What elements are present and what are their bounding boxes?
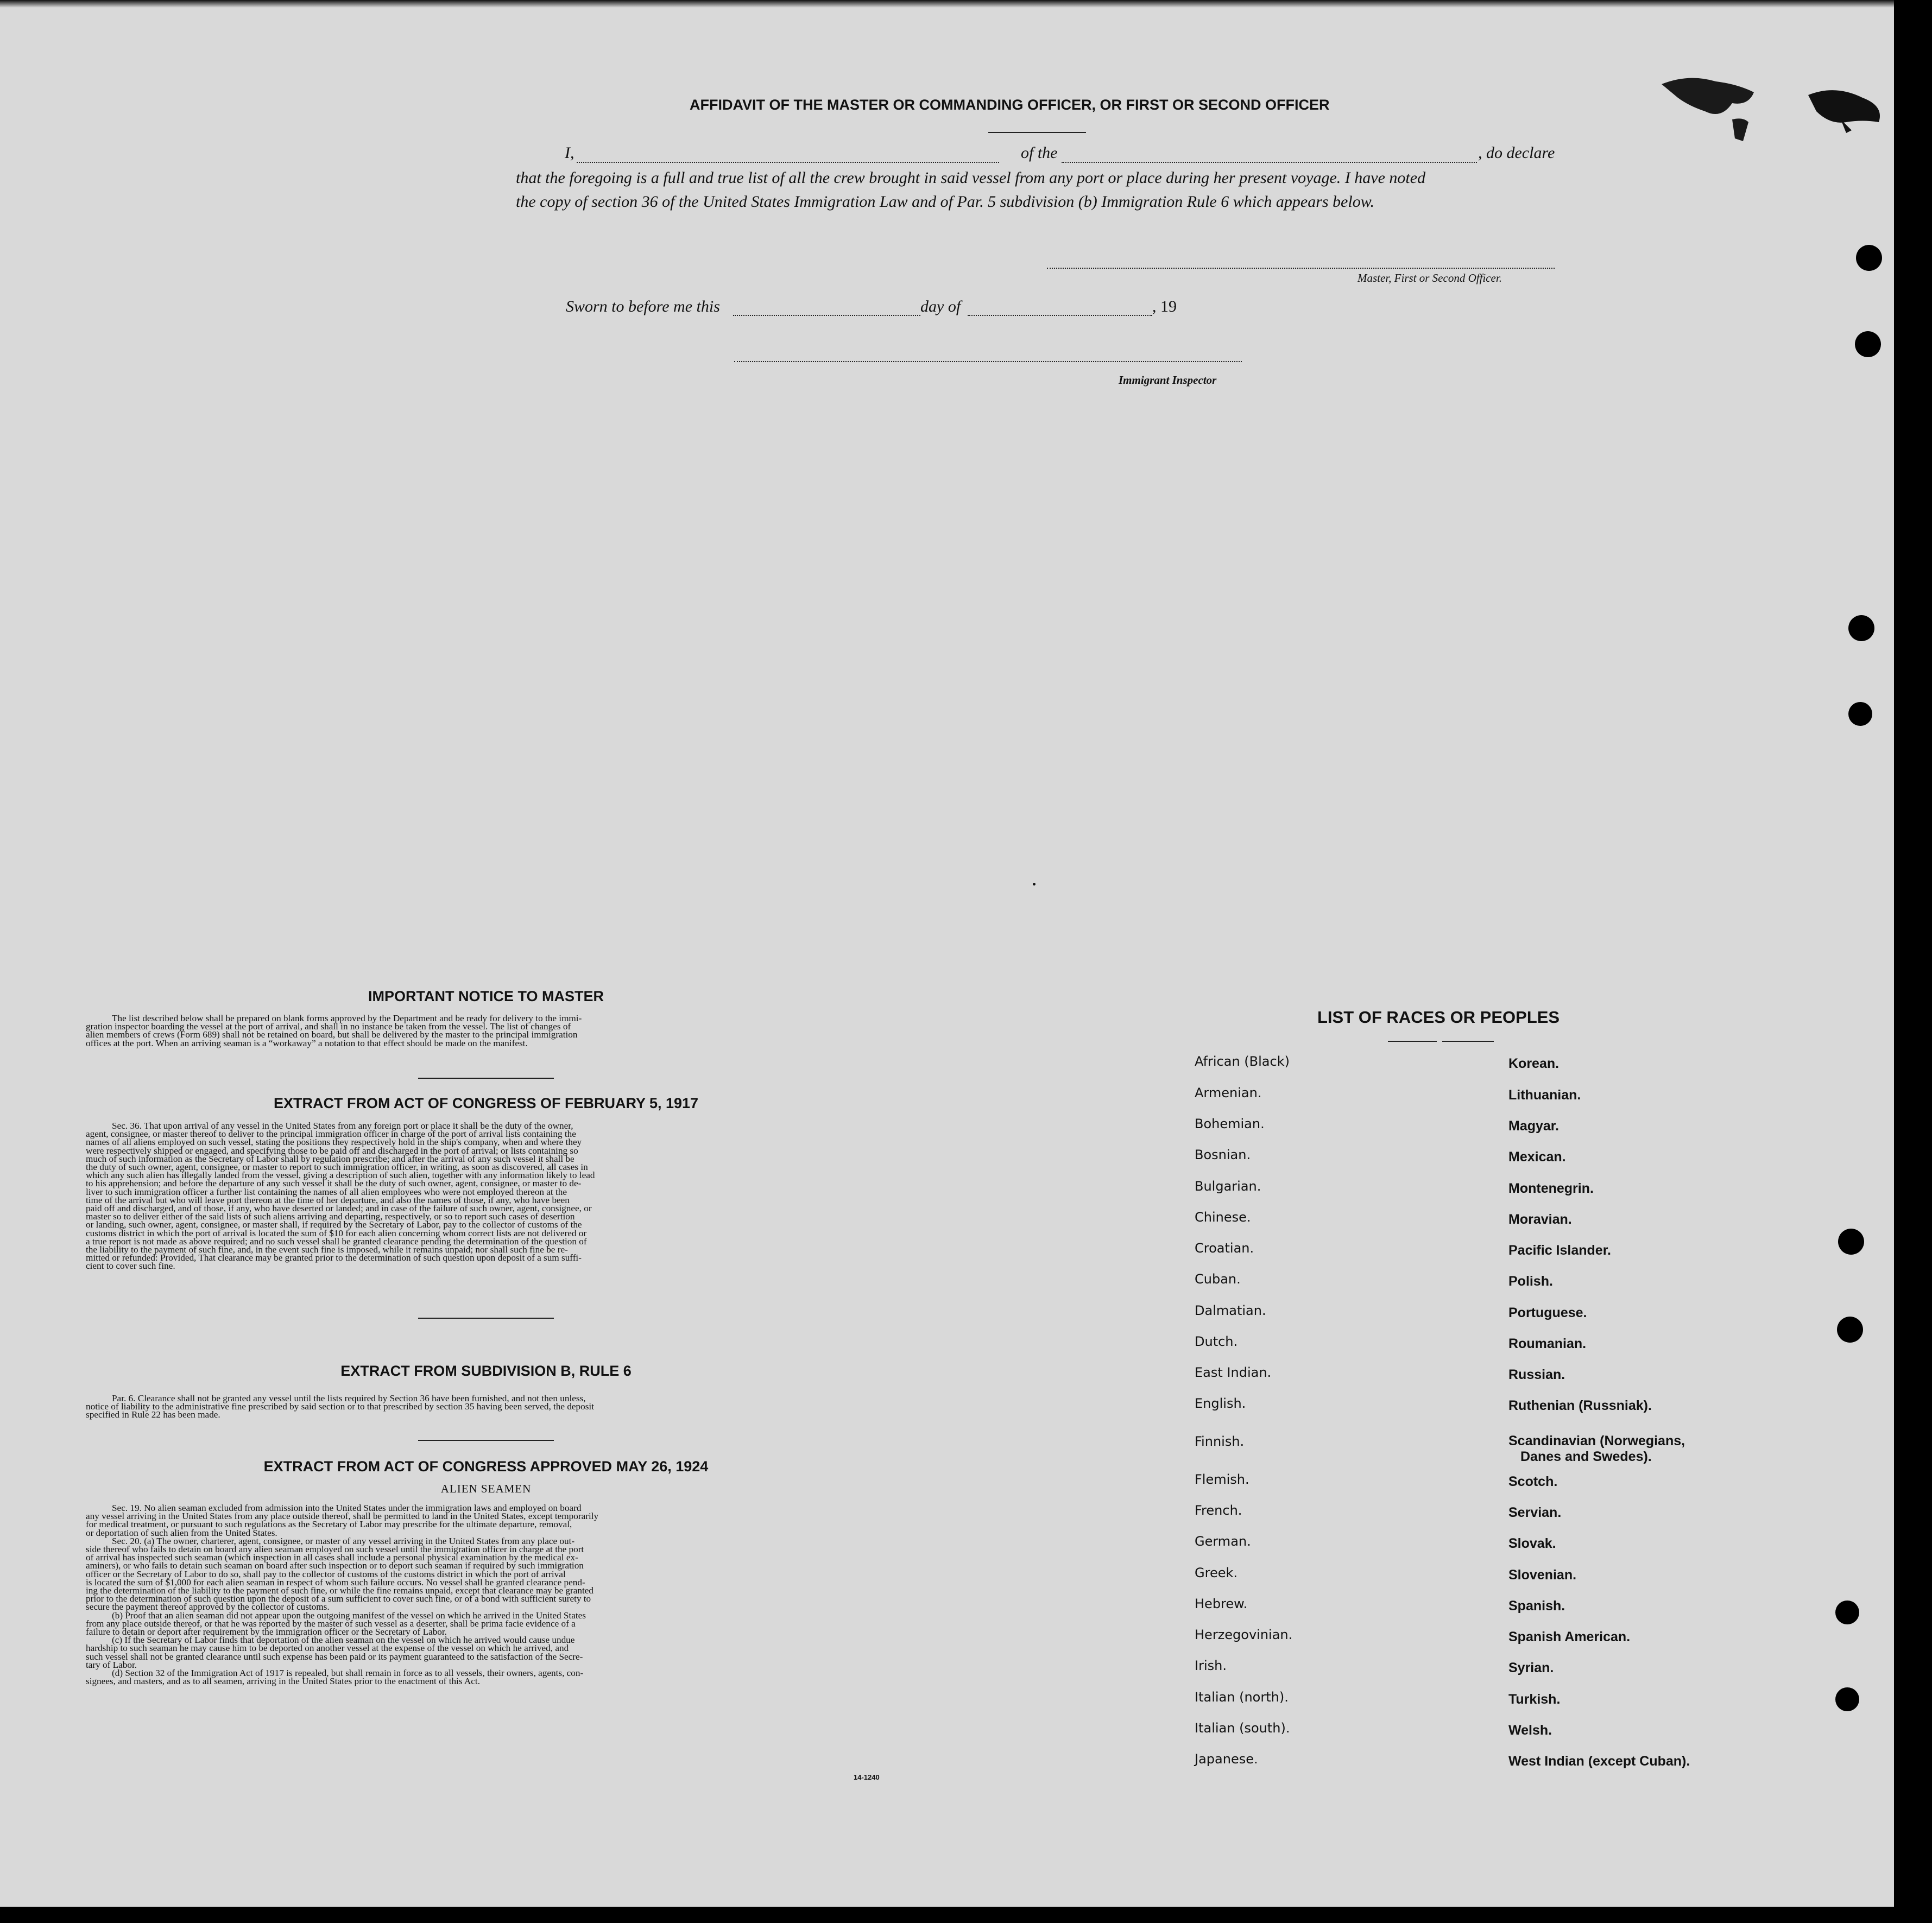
race-item: Danes and Swedes).: [1520, 1449, 1652, 1464]
sec-20b-line: from any place outside thereof, or that he was reported by the master of such vessel as a deserter, shall be prima facie evidence of a: [86, 1618, 576, 1629]
act-1917-line: to his apprehension; and before the departure of any such vessel it shall be the duty of such owner, agent, consignee, or master to de-: [86, 1178, 582, 1189]
race-item: Chinese.: [1195, 1210, 1251, 1225]
sec-20b-line: failure to detain or deport after requirement by the immigration officer or the Secretary of Labor.: [86, 1627, 447, 1637]
race-item: Mexican.: [1508, 1149, 1566, 1165]
race-item: Montenegrin.: [1508, 1181, 1594, 1196]
sec-20c-line: (c) If the Secretary of Labor finds that deportation of the alien seaman on the vessel on which he arrived would cause undue: [112, 1635, 575, 1646]
notice-line: The list described below shall be prepared on blank forms approved by the Department and be ready for delivery to the immi-: [112, 1013, 582, 1023]
act-1917-line: cient to cover such fine.: [86, 1261, 175, 1272]
punch-hole: [1856, 245, 1882, 271]
race-item: Japanese.: [1195, 1751, 1258, 1767]
sec-20c-line: hardship to such seaman he may cause him to be deported on another vessel at the expense of the vessel on which he arrived, and: [86, 1643, 569, 1654]
rule-6-line: notice of liability to the administrative fine prescribed by said section or to that prescribed by section 35 having been served, the deposit: [86, 1401, 594, 1412]
notice-line: alien members of crews (Form 689) shall not be retained on board, but shall be delivered by the master to the principal immigration: [86, 1029, 578, 1040]
race-item: Flemish.: [1195, 1472, 1249, 1487]
race-item: Syrian.: [1508, 1660, 1554, 1675]
sec-19-line: for medical treatment, or pursuant to such regulations as the Secretary of Labor may prescribe for the ultimate departure, removal,: [86, 1519, 572, 1530]
race-item: African (Black): [1195, 1054, 1290, 1069]
sec-20a-line: Sec. 20. (a) The owner, charterer, agent, consignee, or master of any vessel arriving in the United States from any place out-: [112, 1535, 575, 1546]
notice-title: IMPORTANT NOTICE TO MASTER: [368, 988, 604, 1004]
rule-6-body: [86, 1394, 886, 1419]
rule-6-line: Par. 6. Clearance shall not be granted any vessel until the lists required by Section 36 have been furnished, and not then unless,: [112, 1393, 586, 1403]
act-1917-title: EXTRACT FROM ACT OF CONGRESS OF FEBRUARY 5, 1917: [273, 1095, 699, 1111]
notice-line: gration inspector boarding the vessel at the port of arrival, and shall in no instance be taken from the vessel. The list of changes of: [86, 1021, 571, 1032]
sec-20d-line: (d) Section 32 of the Immigration Act of 1917 is repealed, but shall remain in force as to all vessels, their owners, agents, con-: [112, 1668, 584, 1679]
race-item: German.: [1195, 1534, 1251, 1549]
name-blank[interactable]: [577, 162, 999, 163]
race-item: Greek.: [1195, 1565, 1238, 1580]
title-divider: [988, 132, 1086, 133]
affidavit-do-declare: , do declare: [1478, 144, 1555, 162]
affidavit-title: AFFIDAVIT OF THE MASTER OR COMMANDING OFFICER, OR FIRST OR SECOND OFFICER: [690, 97, 1330, 113]
sec-19-line: any vessel arriving in the United States from any place outside thereof, shall be permitted to land in the United States, except temporarily: [86, 1511, 599, 1522]
race-item: Bohemian.: [1195, 1116, 1265, 1131]
punch-hole: [1855, 331, 1881, 357]
sec-20a-line: ing the determination of the liability to the payment of such fine, or while the fine remains unpaid, except that clearance may be granted: [86, 1585, 594, 1596]
sec-20a-line: side thereof who fails to detain on board any alien seaman employed on such vessel until the immigration officer in charge at the port: [86, 1544, 584, 1555]
races-divider: [1388, 1041, 1437, 1042]
sec-20a-line: of arrival has inspected such seaman (which inspection in all cases shall include a personal physical examination by the medical ex-: [86, 1552, 578, 1563]
act-1924-subtitle: ALIEN SEAMEN: [440, 1482, 532, 1495]
act-1917-line: mitted or refunded: Provided, That clearance may be granted prior to the determination of such question upon deposit of a sum suffi-: [86, 1253, 582, 1263]
sec-20a-line: aminers), or who fails to detain such seaman on board after such inspection or to deport such seaman if required by such immigration: [86, 1560, 584, 1571]
sworn-day-blank[interactable]: [733, 315, 920, 316]
inspector-signature-line[interactable]: [734, 361, 1242, 362]
race-item: Irish.: [1195, 1658, 1227, 1673]
race-item: Polish.: [1508, 1274, 1553, 1289]
race-item: Roumanian.: [1508, 1336, 1587, 1351]
race-item: Magyar.: [1508, 1118, 1560, 1134]
punch-hole: [1848, 702, 1872, 726]
year-prefix: , 19: [1152, 298, 1177, 315]
act-1917-line: liver to such immigration officer a further list containing the names of all alien employees who were not employed thereon at the: [86, 1186, 567, 1197]
section-divider: [418, 1440, 554, 1441]
sec-20a-line: secure the payment thereof approved by the collector of customs.: [86, 1602, 330, 1612]
race-item: Italian (north).: [1195, 1690, 1289, 1705]
races-divider: [1442, 1041, 1494, 1042]
act-1917-line: paid off and discharged, and of those, if any, who have deserted or landed; and in case of the failure of such owner, agent, consignee, or: [86, 1203, 592, 1214]
race-item: Pacific Islander.: [1508, 1243, 1611, 1258]
race-item: English.: [1195, 1396, 1246, 1411]
race-item: Welsh.: [1508, 1723, 1552, 1738]
act-1917-line: time of the arrival but who will leave port thereon at the time of her departure, and also the names of those, if any, who have been: [86, 1194, 570, 1205]
affidavit-i-label: I,: [565, 144, 574, 162]
punch-hole: [1835, 1601, 1859, 1624]
race-item: Dutch.: [1195, 1334, 1238, 1349]
day-of-label: day of: [920, 298, 961, 315]
sec-19-line: Sec. 19. No alien seaman excluded from admission into the United States under the immigration laws and employed on board: [112, 1503, 582, 1513]
act-1924-body: [86, 1504, 886, 1685]
affidavit-line-3: the copy of section 36 of the United States Immigration Law and of Par. 5 subdivision (b) Immigration Rule 6 which appears below.: [516, 193, 1374, 211]
act-1917-line: a true report is not made as above required; and no such vessel shall be granted clearance pending the determination of the question of: [86, 1236, 587, 1247]
race-item: Turkish.: [1508, 1692, 1561, 1707]
sec-20a-line: prior to the determination of such question upon the deposit of a sum sufficient to cover such fine, or of a bond with sufficient surety to: [86, 1593, 591, 1604]
race-item: Spanish American.: [1508, 1629, 1631, 1644]
master-signature-line[interactable]: [1047, 268, 1555, 269]
race-item: Scotch.: [1508, 1474, 1558, 1489]
race-item: Armenian.: [1195, 1085, 1262, 1100]
affidavit-line-2: that the foregoing is a full and true list of all the crew brought in said vessel from any port or place during her present voyage. I have noted: [516, 169, 1426, 187]
race-item: West Indian (except Cuban).: [1508, 1754, 1690, 1769]
notice-body: [86, 1014, 886, 1047]
master-signature-label: Master, First or Second Officer.: [1358, 271, 1502, 284]
sec-20d-line: signees, and masters, and as to all seamen, arriving in the United States prior to the enactment of this Act.: [86, 1676, 480, 1687]
race-item: Korean.: [1508, 1056, 1560, 1071]
act-1917-body: [86, 1122, 886, 1270]
scan-top-edge: [0, 0, 1894, 8]
race-item: Slovak.: [1508, 1536, 1556, 1551]
sec-20b-line: (b) Proof that an alien seaman did not appear upon the outgoing manifest of the vessel on which he arrived in the United States: [112, 1610, 586, 1621]
act-1917-line: names of all aliens employed on such vessel, stating the positions they respectively hold in the ship's company, when and where they: [86, 1137, 582, 1148]
act-1917-line: customs district in which the port of arrival is located the sum of $10 for each alien concerning whom correct lists are not delivered or: [86, 1228, 587, 1238]
act-1917-line: the liability to the payment of such fine, and, in the event such fine is imposed, while it remains unpaid; nor shall such fine be re-: [86, 1244, 568, 1255]
section-divider: [418, 1318, 554, 1319]
punch-hole: [1837, 1317, 1863, 1343]
sec-20a-line: is located the sum of $1,000 for each alien seaman in respect of whom such failure occurs. No vessel shall be granted clearance pend-: [86, 1577, 585, 1587]
ink-dot: [1033, 883, 1036, 885]
affidavit-of-the-label: of the: [1021, 144, 1058, 162]
vessel-blank[interactable]: [1062, 162, 1477, 163]
form-number: 14-1240: [854, 1773, 880, 1781]
race-item: Russian.: [1508, 1367, 1565, 1382]
act-1917-line: agent, consignee, or master thereof to deliver to the principal immigration officer in charge of the port of arrival lists containing the: [86, 1129, 576, 1140]
notice-line: offices at the port. When an arriving seaman is a “workaway” a notation to that effect should be made on the manifest.: [86, 1038, 528, 1048]
race-item: Slovenian.: [1508, 1567, 1577, 1583]
inspector-label: Immigrant Inspector: [1119, 374, 1217, 387]
sec-20c-line: tary of Labor.: [86, 1659, 137, 1670]
rule-6-line: specified in Rule 22 has been made.: [86, 1409, 220, 1420]
rule-6-title: EXTRACT FROM SUBDIVISION B, RULE 6: [340, 1363, 632, 1379]
act-1917-line: which any such alien has illegally landed from the vessel, giving a description of such alien, together with any information likely to lead: [86, 1170, 595, 1181]
race-item: Hebrew.: [1195, 1596, 1248, 1611]
act-1917-line: master so to deliver either of the said lists of such aliens arriving and departing, respectively, or so to report such cases of desertion: [86, 1211, 575, 1222]
sworn-label: Sworn to before me this: [566, 298, 720, 315]
punch-hole: [1838, 1229, 1864, 1255]
race-item: Moravian.: [1508, 1212, 1572, 1227]
sec-20a-line: officer or the Secretary of Labor to do so, shall pay to the collector of customs of the customs district in which the port of arrival: [86, 1568, 566, 1579]
race-item: Spanish.: [1508, 1598, 1565, 1614]
act-1917-line: or landing, such owner, agent, consignee, or master shall, if required by the Secretary of Labor, pay to the collector of customs of the: [86, 1219, 582, 1230]
race-item: Herzegovinian.: [1195, 1627, 1293, 1642]
sec-19-line: or deportation of such alien from the United States.: [86, 1527, 277, 1538]
section-divider: [418, 1078, 554, 1079]
punch-hole: [1848, 615, 1874, 641]
scan-damage-marks: [1656, 68, 1894, 155]
act-1917-line: much of such information as the Secretary of Labor shall by regulation prescribe; and after the arrival of any such vessel it shall be: [86, 1153, 574, 1164]
race-item: Croatian.: [1195, 1241, 1254, 1256]
race-item: Scandinavian (Norwegians,: [1508, 1433, 1685, 1448]
race-item: Ruthenian (Russniak).: [1508, 1398, 1652, 1413]
sec-20c-line: such vessel shall not be granted clearance until such expense has been paid or its payment guaranteed to the satisfaction of the Secre-: [86, 1651, 583, 1662]
act-1924-title: EXTRACT FROM ACT OF CONGRESS APPROVED MAY 26, 1924: [263, 1458, 709, 1475]
act-1917-line: Sec. 36. That upon arrival of any vessel in the United States from any foreign port or place it shall be the duty of the owner,: [112, 1121, 573, 1131]
races-title: LIST OF RACES OR PEOPLES: [1317, 1008, 1560, 1027]
race-item: Finnish.: [1195, 1434, 1245, 1449]
act-1917-line: were respectively shipped or engaged, and specifying those to be paid off and discharged in the port of arrival; or lists containing so: [86, 1145, 578, 1156]
race-item: Italian (south).: [1195, 1720, 1290, 1736]
sworn-month-blank[interactable]: [968, 315, 1152, 316]
race-item: Bulgarian.: [1195, 1179, 1261, 1194]
punch-hole: [1835, 1687, 1859, 1711]
race-item: Servian.: [1508, 1505, 1562, 1520]
race-item: Bosnian.: [1195, 1147, 1251, 1162]
act-1917-line: the duty of such owner, agent, consignee, or master to report to such immigration officer, in writing, as soon as discovered, all cases in: [86, 1162, 588, 1173]
race-item: French.: [1195, 1503, 1242, 1518]
race-item: East Indian.: [1195, 1365, 1272, 1380]
race-item: Lithuanian.: [1508, 1087, 1581, 1103]
race-item: Portuguese.: [1508, 1305, 1587, 1320]
race-item: Dalmatian.: [1195, 1303, 1266, 1318]
race-item: Cuban.: [1195, 1272, 1241, 1287]
